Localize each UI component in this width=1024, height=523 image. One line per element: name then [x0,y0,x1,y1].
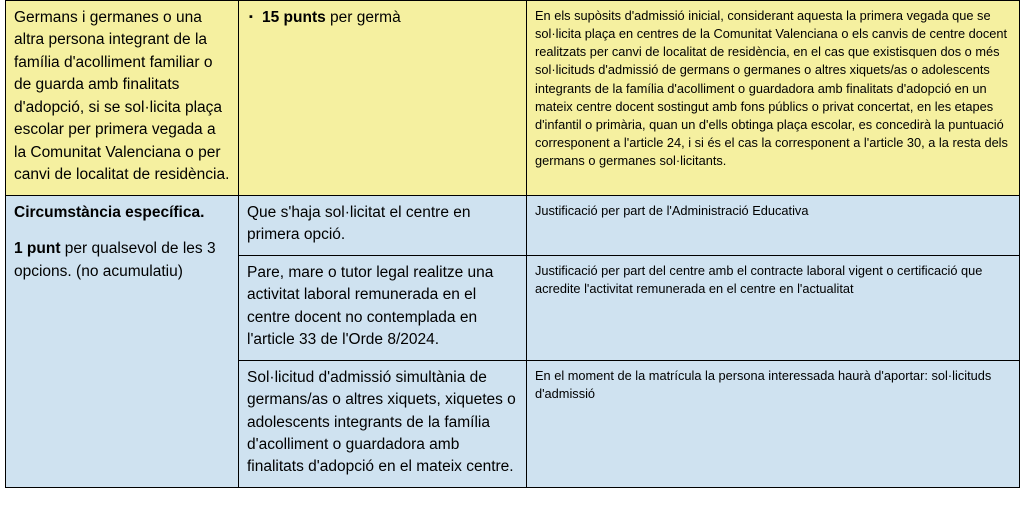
justification-cell-1 [527,195,1020,255]
points-value: 15 punts [262,9,326,26]
option-text: Pare, mare o tutor legal realitze una activitat laboral remunerada en el centre docent no contemplada en l'article 33 de l'Orde 8/2024. [247,263,494,349]
criterion-points-value: 1 punt [14,240,61,258]
criterion-title: Circumstància específica. [14,203,205,221]
description-text: En els supòsits d'admissió inicial, considerant aquesta la primera vegada que se sol·licita plaça en centres de la Comunitat Valenciana o els canvis de centre docent realitzats per canvi de localitat de residència, en el cas que existisquen dos o més sol·licituds d'admissió de germans o germanes o altres xiquets/as o adolescents integrants de la família d'acolliment o guardadora amb finalitats d'adopció en un mateix centre docent sostingut amb fons públics o privat concertat, en les etapes d'infantil o primària, quan un d'ells obtinga plaça escolar, es concedirà la puntuació corresponent a l'article 24, i si és el cas la corresponent a l'article 30, a la resta dels germans o germanes sol·licitants. [535,8,1008,169]
criteria-table [5,0,1020,488]
criterion-cell-germans [6,1,239,196]
option-cell-1 [239,195,527,255]
criterion-text: Germans i germanes o una altra persona integrant de la família d'acolliment familiar o de guarda amb finalitats d'adopció, si se sol·licita plaça escolar per primera vegada a la Comunitat Valenciana o per canvi de localitat de residència. [14,9,230,184]
points-bullet-line [247,7,518,29]
criterion-points [14,238,230,283]
description-cell-germans [527,1,1020,196]
justification-cell-3 [527,360,1020,487]
points-unit: per germà [325,9,401,26]
points-cell-germans [239,1,527,196]
table-row [6,1,1020,196]
option-text: Sol·licitud d'admissió simultània de germans/as o altres xiquets, xiquetes o adolescents integrants de la família d'acolliment o guardadora amb finalitats d'adopció en el mateix centre. [247,368,516,476]
criterion-points-rest: per qualsevol de les 3 opcions. (no acumulatiu) [14,240,216,280]
square-bullet-icon: ▪ [249,11,253,23]
criterion-cell-circumstancia [6,195,239,487]
option-cell-3 [239,360,527,487]
justification-text: Justificació per part del centre amb el contracte laboral vigent o certificació que acredite l'activitat remunerada en el centre en l'actualitat [535,262,983,296]
option-text: Que s'haja sol·licitat el centre en primera opció. [247,203,471,244]
table-row [6,195,1020,255]
justification-cell-2 [527,255,1020,360]
justification-text: Justificació per part de l'Administració Educativa [535,202,809,218]
option-cell-2 [239,255,527,360]
justification-text: En el moment de la matrícula la persona interessada haurà d'aportar: sol·licituds d'admissió [535,367,992,401]
